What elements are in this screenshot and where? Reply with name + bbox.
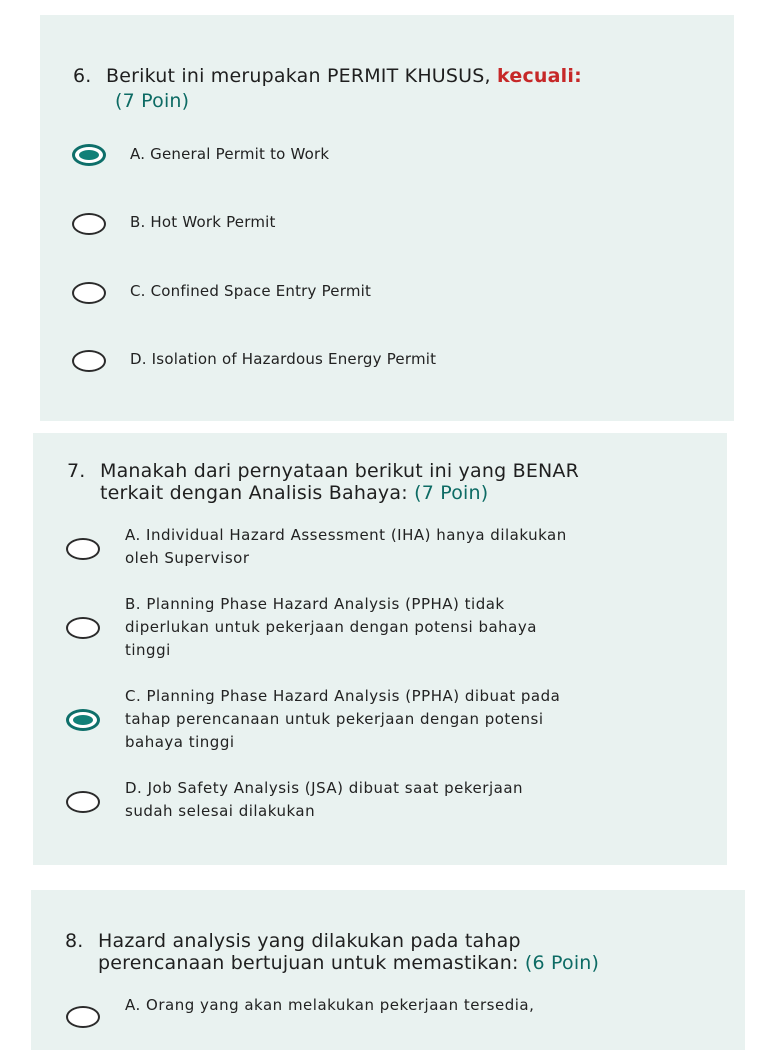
option-label: D. Isolation of Hazardous Energy Permit	[130, 350, 437, 368]
option-a[interactable]	[66, 994, 706, 1034]
option-label: D. Job Safety Analysis (JSA) dibuat saat pekerjaan	[125, 779, 524, 797]
question-text: Berikut ini merupakan PERMIT KHUSUS,	[106, 65, 491, 87]
radio-unselected-icon[interactable]	[66, 1006, 100, 1028]
option-label: A. Individual Hazard Assessment (IHA) hanya dilakukan	[125, 526, 567, 544]
option-label: tahap perencanaan untuk pekerjaan dengan potensi	[125, 710, 544, 728]
question-7-title	[67, 460, 717, 510]
radio-unselected-icon[interactable]	[72, 350, 106, 372]
points-label: (7 Poin)	[115, 90, 190, 112]
option-label: oleh Supervisor	[125, 549, 250, 567]
radio-unselected-icon[interactable]	[72, 282, 106, 304]
question-7-card	[33, 433, 727, 865]
option-label: diperlukan untuk pekerjaan dengan potensi bahaya	[125, 618, 537, 636]
points-label: (7 Poin)	[414, 482, 489, 504]
question-number: 6.	[73, 65, 92, 87]
question-8-title	[65, 930, 735, 980]
question-6-card	[40, 15, 734, 421]
question-text: perencanaan bertujuan untuk memastikan:	[98, 952, 519, 974]
option-b[interactable]	[72, 210, 672, 240]
option-label: sudah selesai dilakukan	[125, 802, 316, 820]
option-d[interactable]	[72, 347, 672, 377]
question-text: Manakah dari pernyataan berikut ini yang BENAR	[100, 460, 580, 482]
option-a[interactable]	[72, 141, 672, 171]
option-b[interactable]	[66, 593, 706, 663]
radio-unselected-icon[interactable]	[66, 791, 100, 813]
radio-unselected-icon[interactable]	[66, 617, 100, 639]
option-label: C. Planning Phase Hazard Analysis (PPHA) dibuat pada	[125, 687, 561, 705]
option-a[interactable]	[66, 524, 706, 574]
question-6-title	[73, 65, 713, 115]
radio-unselected-icon[interactable]	[72, 213, 106, 235]
option-d[interactable]	[66, 777, 706, 827]
option-label: C. Confined Space Entry Permit	[130, 282, 372, 300]
option-label: B. Planning Phase Hazard Analysis (PPHA) tidak	[125, 595, 505, 613]
question-text: terkait dengan Analisis Bahaya:	[100, 482, 408, 504]
points-label: (6 Poin)	[524, 952, 600, 974]
radio-unselected-icon[interactable]	[66, 538, 100, 560]
option-label: bahaya tinggi	[125, 733, 235, 751]
option-c[interactable]	[72, 279, 672, 309]
radio-selected-icon[interactable]	[72, 144, 106, 166]
option-label: B. Hot Work Permit	[130, 213, 276, 231]
radio-selected-icon[interactable]	[66, 709, 100, 731]
question-text: Hazard analysis yang dilakukan pada tahap	[98, 930, 521, 952]
option-c[interactable]	[66, 685, 706, 755]
option-label: tinggi	[125, 641, 171, 659]
option-label: A. Orang yang akan melakukan pekerjaan tersedia,	[125, 996, 535, 1014]
question-number: 8.	[65, 930, 84, 952]
emphasis-text: kecuali:	[497, 65, 582, 87]
question-number: 7.	[67, 460, 86, 482]
question-8-card	[31, 890, 745, 1050]
option-label: A. General Permit to Work	[130, 145, 330, 163]
